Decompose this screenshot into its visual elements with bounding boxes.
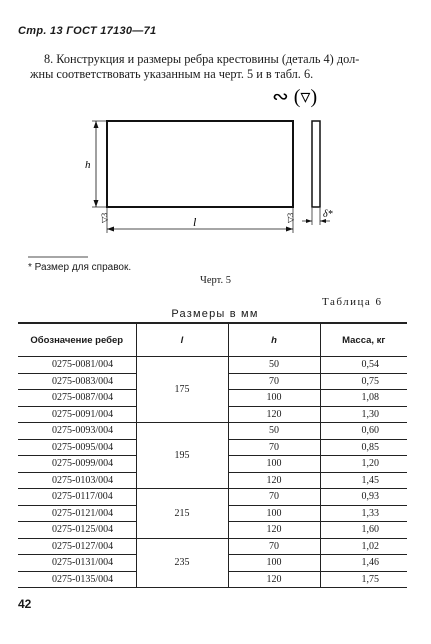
surface-symbol: ∾ (▿): [272, 86, 318, 108]
paragraph-line-1: 8. Конструкция и размеры ребра крестовины (деталь 4) дол-: [44, 52, 360, 66]
table-title: Размеры в мм: [171, 308, 259, 320]
cell-designation: 0275-0121/004: [18, 505, 136, 522]
cell-designation: 0275-0093/004: [18, 423, 136, 440]
cell-designation: 0275-0091/004: [18, 406, 136, 423]
cell-mass: 1,46: [320, 555, 407, 572]
technical-drawing: [0, 0, 431, 270]
cell-designation: 0275-0117/004: [18, 489, 136, 506]
cell-designation: 0275-0083/004: [18, 373, 136, 390]
cell-l: 235: [136, 538, 228, 588]
cell-h: 120: [228, 522, 320, 539]
header-mass: Масса, кг: [320, 323, 407, 357]
table-row: [18, 538, 407, 555]
header-designation: Обозначение ребер: [18, 323, 136, 357]
cell-mass: 1,20: [320, 456, 407, 473]
cell-l: 195: [136, 423, 228, 489]
dimension-label-delta: δ*: [323, 209, 333, 220]
cell-h: 70: [228, 373, 320, 390]
cell-designation: 0275-0135/004: [18, 571, 136, 588]
table-header-row: [18, 323, 407, 357]
cell-h: 70: [228, 538, 320, 555]
cell-designation: 0275-0103/004: [18, 472, 136, 489]
header-h: h: [228, 323, 320, 357]
cell-mass: 1,30: [320, 406, 407, 423]
cell-l: 175: [136, 357, 228, 423]
paragraph-line-2: жны соответствовать указанным на черт. 5 и в табл. 6.: [30, 67, 314, 81]
header-l: l: [136, 323, 228, 357]
cell-h: 120: [228, 571, 320, 588]
table-row: [18, 357, 407, 374]
dimension-label-l: l: [193, 215, 197, 229]
cell-mass: 0,60: [320, 423, 407, 440]
cell-designation: 0275-0099/004: [18, 456, 136, 473]
dimensions-table: [18, 322, 407, 588]
cell-designation: 0275-0127/004: [18, 538, 136, 555]
cell-mass: 1,45: [320, 472, 407, 489]
cell-mass: 0,75: [320, 373, 407, 390]
cell-designation: 0275-0131/004: [18, 555, 136, 572]
cell-designation: 0275-0125/004: [18, 522, 136, 539]
cell-h: 100: [228, 390, 320, 407]
page-number: 42: [18, 597, 32, 611]
plate-front-view: [107, 121, 293, 207]
cell-h: 70: [228, 439, 320, 456]
cell-mass: 0,85: [320, 439, 407, 456]
cell-h: 50: [228, 357, 320, 374]
figure-caption: Черт. 5: [200, 275, 231, 286]
cell-mass: 1,60: [320, 522, 407, 539]
plate-side-view: [312, 121, 320, 207]
cell-h: 120: [228, 406, 320, 423]
cell-h: 70: [228, 489, 320, 506]
cell-mass: 1,02: [320, 538, 407, 555]
cell-designation: 0275-0081/004: [18, 357, 136, 374]
cell-designation: 0275-0095/004: [18, 439, 136, 456]
cell-mass: 1,33: [320, 505, 407, 522]
cell-mass: 1,75: [320, 571, 407, 588]
footnote: * Размер для справок.: [28, 262, 132, 273]
cell-designation: 0275-0087/004: [18, 390, 136, 407]
cell-h: 120: [228, 472, 320, 489]
cell-l: 215: [136, 489, 228, 539]
finish-mark-left: ▽3: [100, 212, 109, 223]
table-body: [18, 357, 407, 588]
table-label: Таблица 6: [322, 296, 383, 308]
cell-mass: 0,93: [320, 489, 407, 506]
table-row: [18, 489, 407, 506]
cell-h: 100: [228, 456, 320, 473]
cell-h: 50: [228, 423, 320, 440]
cell-mass: 0,54: [320, 357, 407, 374]
page-header: Стр. 13 ГОСТ 17130—71: [18, 25, 157, 37]
table-row: [18, 423, 407, 440]
cell-h: 100: [228, 505, 320, 522]
cell-h: 100: [228, 555, 320, 572]
cell-mass: 1,08: [320, 390, 407, 407]
finish-mark-right: ▽3: [286, 212, 295, 223]
dimension-label-h: h: [85, 159, 91, 171]
